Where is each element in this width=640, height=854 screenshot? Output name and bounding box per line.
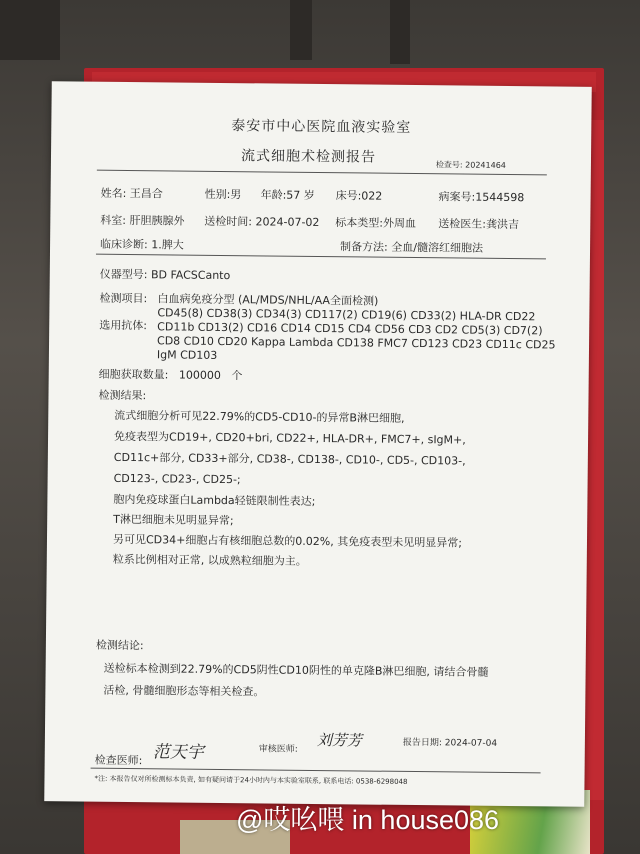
patient-gender: 性别:男 (204, 187, 242, 202)
result-line: 另可见CD34+细胞占有核细胞总数的0.02%, 其免疫表型未见明显异常; (112, 532, 463, 550)
result-line: T淋巴细胞未见明显异常; (113, 512, 234, 528)
result-line: CD11c+部分, CD33+部分, CD38-, CD138-, CD10-, CD5-, CD103-, (113, 450, 466, 468)
antibody-label: 选用抗体: (99, 318, 148, 333)
result-line: CD123-, CD23-, CD25-; (113, 471, 241, 487)
antibody-line: CD45(8) CD38(3) CD34(3) CD117(2) CD19(6) CD33(2) HLA-DR CD22 (157, 306, 536, 324)
result-line: 流式细胞分析可见22.79%的CD5-CD10-的异常B淋巴细胞, (114, 408, 405, 425)
conclusion-line: 活检, 骨髓细胞形态等相关检查。 (103, 683, 265, 699)
check-number-value: 20241464 (465, 160, 506, 170)
result-line: 胞内免疫球蛋白Lambda轻链限制性表达; (113, 492, 316, 508)
report-paper (44, 81, 592, 807)
patient-name: 姓名: 王昌合 (100, 186, 163, 201)
result-line: 免疫表型为CD19+, CD20+bri, CD22+, HLA-DR+, FMC7+, sIgM+, (114, 429, 466, 447)
project-label: 检测项目: (99, 291, 148, 306)
patient-case-no: 病案号:1544598 (438, 190, 525, 205)
conclusion-line: 送检标本检测到22.79%的CD5阴性CD10阴性的单克隆B淋巴细胞, 请结合骨髓 (103, 661, 489, 679)
patient-age: 年龄:57 岁 (260, 188, 315, 202)
antibody-line: CD11b CD13(2) CD16 CD14 CD15 CD4 CD56 CD3 CD2 CD5(3) CD7(2) (157, 320, 543, 338)
result-label: 检测结果: (98, 388, 147, 403)
footnote: *注: 本报告仅对所检测标本负责, 如有疑问请于24小时内与本实验室联系, 联系电话: 0538-6298048 (94, 774, 408, 786)
prep-method: 制备方法: 全血/髓溶红细胞法 (339, 240, 484, 255)
report-title: 流式细胞术检测报告 (240, 148, 377, 166)
check-number-label: 检查号: (435, 160, 463, 170)
chair-leg (0, 0, 60, 60)
check-number (436, 158, 506, 172)
reviewer-signature: 刘芳芳 (316, 731, 363, 750)
footer-divider (91, 768, 541, 774)
antibody-line: CD8 CD10 CD20 Kappa Lambda CD138 FMC7 CD123 CD23 CD11c CD25 (157, 334, 556, 352)
conclusion-label: 检测结论: (95, 638, 144, 653)
lab-title: 泰安市中心医院血液实验室 (231, 118, 412, 136)
antibody-line: IgM CD103 (156, 348, 218, 362)
cell-count: 细胞获取数量: 100000 个 (98, 367, 243, 383)
reviewer-label: 审核医师: (258, 744, 298, 755)
watermark-text: @哎吆喂 in house086 (236, 805, 500, 835)
examiner-signature: 范天宇 (152, 742, 204, 763)
send-date: 送检时间: 2024-07-02 (204, 214, 320, 230)
report-date: 报告日期: 2024-07-04 (402, 737, 498, 749)
chair-leg (290, 0, 312, 60)
examiner-label: 检查医师: (94, 753, 143, 768)
patient-dept: 科室: 肝胆胰腺外 (100, 213, 185, 228)
patient-bed: 床号:022 (335, 189, 383, 203)
chair-leg (390, 0, 410, 64)
instrument: 仪器型号: BD FACSCanto (99, 267, 231, 283)
specimen-type: 标本类型:外周血 (335, 216, 417, 231)
send-doctor: 送检医生:龚洪吉 (438, 217, 520, 232)
clinical-diagnosis: 临床诊断: 1.脾大 (100, 237, 184, 252)
result-line: 粒系比例相对正常, 以成熟粒细胞为主。 (112, 552, 307, 568)
project-value: 白血病免疫分型 (AL/MDS/NHL/AA全面检测) (157, 292, 379, 308)
